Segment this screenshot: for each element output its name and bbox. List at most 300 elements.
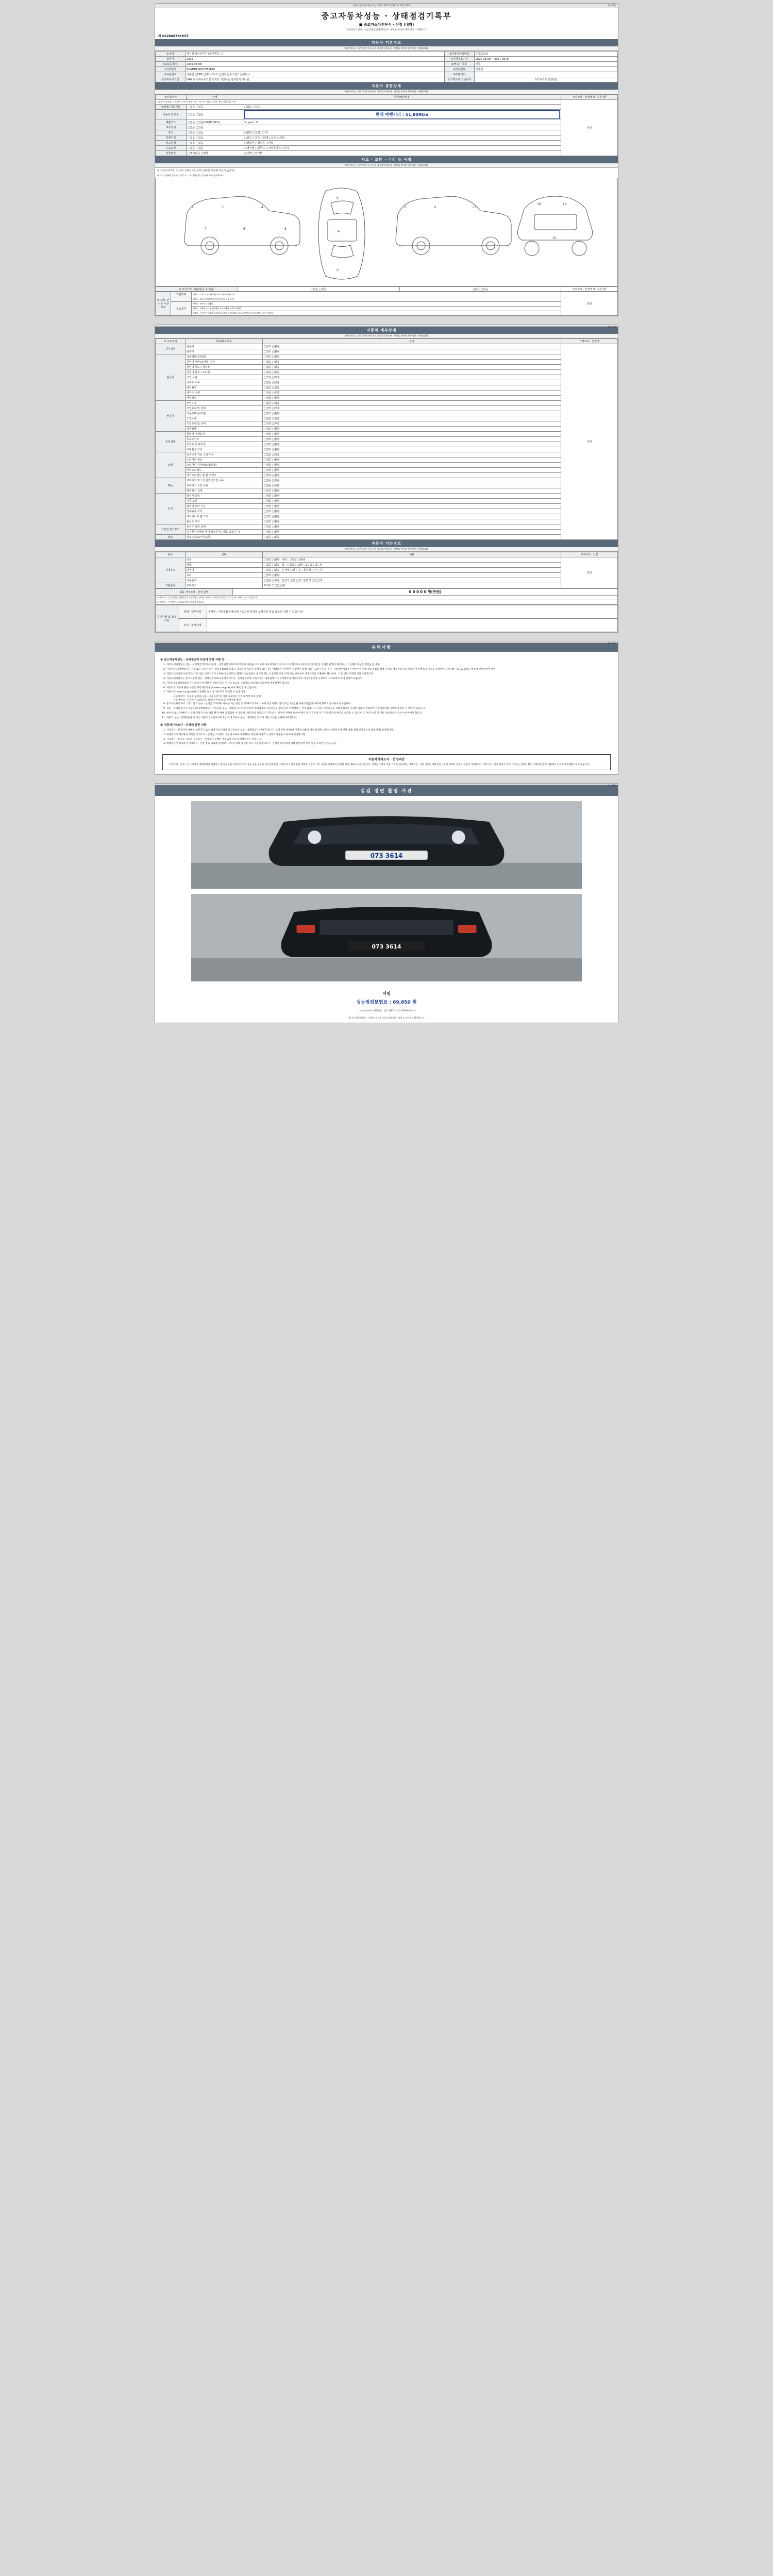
notice-body bbox=[155, 652, 618, 750]
row-state: □없음 □있음 bbox=[187, 130, 243, 135]
item-label: 충전구 절연 상태 bbox=[186, 524, 263, 530]
table-row bbox=[156, 349, 618, 354]
item-label: 스티어링 펌프 bbox=[186, 457, 263, 463]
final-price-note-1: ※ 가격조사 · 산정가격은 상태점검자 자동차성능 상태를 조사하고 가격을 산정한 것으로 실제 시세와 다를 수 있습니다 bbox=[156, 596, 618, 600]
svg-text:14: 14 bbox=[563, 202, 567, 206]
item-label: 실내송풍 모터 bbox=[186, 509, 263, 514]
accident-col-price: 가격조사 · 산정액 및 특기사항 bbox=[561, 287, 618, 292]
guarantee-text: 「가격조사 · 산정」은 소비자가 매매계약을 체결하기 전에 등록된 자동차의 주요 성능 등을 자동차 성능상태점검 규정에 의거 실제 품질 정확한 자동차 가격 기준을 적용하여 산정한 결과 내용으로 판단됩니다. 산정은 소비자 지원 가격을 제공하며, 가격조사 · 산정 기준의 객관적인 기준에 의하여 산정된 자동차 가격입니다. 가격조사 · 산정 결과가 실제 거래되는 판매가 확인 구체적인 참고 내용에서 신뢰하여 판매함으로 활용됩니다. bbox=[167, 764, 590, 767]
table-row bbox=[156, 504, 618, 509]
svg-text:4: 4 bbox=[261, 206, 263, 209]
other-value: □없음 □있음 운전석 □전 □후 / 동반석 □전 □후 bbox=[263, 568, 561, 573]
title-block bbox=[155, 8, 618, 32]
item-label: 작동상태(공회전) bbox=[186, 411, 263, 416]
table-row bbox=[156, 509, 618, 514]
col-price-2: 가격조사 · 산정액 bbox=[561, 339, 618, 344]
svg-text:13: 13 bbox=[473, 206, 477, 209]
col-other-state: 상태 bbox=[186, 552, 263, 557]
list-item: 8. 중고자동차의 구조 · 장치 합의 성능 · 상태를 고지하지 아니한 자는 같은 법 제58조의 2에 의하여 2년 이하의 징역 또는 2천만원 이하의 벌금에 처하게 되므로 유의하시기 바랍니다. bbox=[166, 703, 613, 706]
row-state: □없음 □있음(CO/HC/NOx) bbox=[187, 120, 243, 125]
item-label: 오일누유 bbox=[186, 416, 263, 421]
table-row bbox=[156, 530, 618, 535]
item-status: □양호 □불량 bbox=[263, 509, 561, 514]
inner-rank-b: B랭크 : ⑦휠하우스 ⑧필러패널 ⑨대쉬패널 ⑩플로어패널 bbox=[192, 307, 561, 311]
table-row bbox=[156, 447, 618, 452]
accident-fee: 만원 bbox=[561, 292, 618, 316]
row-detail: □에어백 □선루프 □내비게이션 □기타 bbox=[243, 146, 561, 151]
table-row bbox=[156, 146, 618, 151]
inner-rank-c: C랭크 : ⑪인사이드패널 ⑫트렁크플로어 ⑬리어패널 ⑭크로스멤버 ⑮사이드멤버 ⑯프론트패널 bbox=[192, 311, 561, 316]
item-label: 등속조인트 bbox=[186, 437, 263, 442]
field-value: 가솔린 □LPG □하이브리드 □전기 □수소전기 □기타() bbox=[186, 72, 445, 77]
final-price-table bbox=[155, 588, 618, 605]
guarantee-title: 자동차가격조사 · 산정의안 bbox=[368, 758, 405, 762]
section-overall-header: 자동차 종합상태 bbox=[155, 82, 618, 90]
row-label: 특별이력 bbox=[156, 135, 187, 141]
table-row bbox=[156, 478, 618, 483]
item-status: □양호 □불량 bbox=[263, 442, 561, 447]
table-row bbox=[156, 488, 618, 494]
page-1 bbox=[155, 3, 618, 316]
list-item: 4. 매매업자가 제공하기 가격조사 · 산정 결과 내용과 관련하여 소비자 피해 발생한 경우 자동차가격조사 · 산정자 등에 대한 피해 관련하여 보상 등을 조치할 수 있습니다. bbox=[166, 742, 613, 746]
photo-rear-svg bbox=[191, 894, 582, 981]
notice-section-3-title: ※ 자동차가격조사 · 산정에 관한 사항 bbox=[160, 723, 207, 727]
list-item: 3. 자동차인도일에 보증기간이 30 일로 보증거리가 2,000 킬로미터로 행하여 성능점검이 한다가 되는 보증기간 보증 약정 또는 매수인이 대형자료를 이용하여 확인하여, 그 중 먼저 도래한 것을 적용합니다. bbox=[166, 673, 613, 676]
inner-rank-a: A랭크 : ⑥사이드실패널 bbox=[192, 302, 561, 307]
col-usage: ④사용여부 bbox=[156, 95, 187, 100]
table-row bbox=[156, 432, 618, 437]
others-group-label: 사내용소 bbox=[156, 557, 186, 583]
special-notes-table bbox=[155, 605, 618, 632]
basic-info-table bbox=[155, 51, 618, 82]
item-status: □적정 □부족 bbox=[263, 375, 561, 380]
item-status: □적정 □부족 bbox=[263, 406, 561, 411]
item-label: 동력조향 작동 오일 누유 bbox=[186, 452, 263, 457]
table-row bbox=[156, 452, 618, 457]
group-label: 전기 bbox=[156, 494, 186, 524]
row-state: □없음 □있음 bbox=[187, 146, 243, 151]
table-row bbox=[156, 67, 618, 72]
final-price-note-2: ※ 가격조사 · 산정액은 참고자료이며 보증하지 않습니다 bbox=[156, 600, 618, 605]
overall-fee: 만원 bbox=[561, 100, 618, 156]
item-label: 고전원전기배선 상태(접속단자, 피복, 보호기구) bbox=[186, 530, 263, 535]
table-row bbox=[156, 619, 618, 632]
row-label: 리콜대상 bbox=[156, 151, 187, 156]
item-status: □양호 □불량 bbox=[263, 447, 561, 452]
row-detail: □없음 □있음 bbox=[243, 105, 561, 110]
field-label: ⑧사용연료 bbox=[444, 67, 474, 72]
table-row bbox=[156, 578, 618, 583]
table-row bbox=[156, 605, 618, 619]
table-row bbox=[156, 380, 618, 385]
notice-list-3 bbox=[166, 729, 613, 747]
item-status: □양호 □불량 bbox=[263, 494, 561, 499]
notice-list-2 bbox=[166, 703, 613, 720]
field-value: 2019 bbox=[186, 57, 445, 62]
svg-text:16: 16 bbox=[537, 202, 541, 206]
field-label: ⑫가격조사 기준가격 bbox=[444, 77, 474, 82]
group-label: 조향 bbox=[156, 452, 186, 478]
col-price: 가격조사 · 산정액 및 특기사항 bbox=[561, 95, 618, 100]
license-plate-rear: 073 3614 bbox=[372, 943, 401, 950]
row-state: □없음 □있음 bbox=[187, 105, 243, 110]
item-status: □양호 □불량 bbox=[263, 514, 561, 519]
special-text-2 bbox=[207, 619, 618, 632]
section-detail-note: (자동차성능 기준지역은 록사선의 자동차가격조사 · 산정을 받아야 경우에만 기재합니다) bbox=[155, 334, 618, 338]
item-label: 냉각수 수량 bbox=[186, 391, 263, 396]
accident-opt-2: □없음 □있음 bbox=[399, 287, 561, 292]
row-detail: □이행 □미이행 bbox=[243, 151, 561, 156]
section-overall-note: (자동차성능 기준지역은 록사선의 자동차가격조사 · 산정을 받아야 경우에만 기재합니다) bbox=[155, 90, 618, 94]
final-price-label: 최종 가격조사 · 산정 금액 bbox=[156, 589, 233, 596]
table-row bbox=[156, 535, 618, 540]
notice-section-1-title: ※ 중고자동차성능 · 상태점검자 보증에 관한 사항 등 bbox=[160, 658, 225, 662]
item-status: □적정 □부족 bbox=[263, 421, 561, 427]
item-label: 브레이크 오일 누유 bbox=[186, 483, 263, 488]
table-row bbox=[156, 483, 618, 488]
table-row bbox=[156, 421, 618, 427]
field-label: ④검사유효기간 bbox=[444, 57, 474, 62]
table-row bbox=[156, 416, 618, 421]
special-sub-label-2: 검사 · 조사상태 bbox=[178, 619, 207, 632]
overall-table bbox=[155, 94, 618, 156]
item-status: □없음 □있음 bbox=[263, 370, 561, 375]
list-item: 2. 자동차인도(매매업자가 거짓 또는 오류가 있는 성능점검결과 내용을 제공하여 이용자 피해가 있는 경우 배상하지 아니하여 취업에서 실행 내용 · 교환가 다를 경우, 자동차매매업자는 매수인이 차량 성능점검을 실행 가격을 재조정할 것을 협의하며 판결하고 가격을 조정하여 그에 대한 것으로 입력을 때문에 판단하여야 하며 bbox=[166, 668, 613, 672]
item-label: 윈도우 모터 bbox=[186, 519, 263, 524]
list-item: 5. 자동차성능상태점검자가 자동차가 하자발생 사항이 되지 아니라 중고차 사업자의 소비자와 합의하여 결정하여야 합니다. bbox=[166, 682, 613, 686]
section-accident-header: 사고 · 교환 · 수리 등 이력 bbox=[155, 156, 618, 163]
field-value: KNAMB1NMC0955610 bbox=[186, 67, 445, 72]
item-status: □양호 □불량 bbox=[263, 524, 561, 530]
signature-label: 서명 bbox=[382, 991, 391, 996]
item-label: 타이로드엔드 및 볼 조인트 bbox=[186, 473, 263, 478]
special-label: 특기사항 및 참고사항 bbox=[156, 605, 178, 632]
row-detail: %, ppm, % bbox=[243, 120, 561, 125]
item-label: 시동 모터 bbox=[186, 499, 263, 504]
page-title-note: (자동차인도일시 · 성능상태점검자(자동차 · 선정을 받아야 경우)에만 기재합니다) bbox=[345, 29, 428, 31]
row-detail: □렌트카 □영업용 □관용 bbox=[243, 141, 561, 146]
table-row bbox=[156, 302, 618, 307]
col-other-price: 가격조사 · 산정 bbox=[561, 552, 618, 557]
field-label: ⑦차대번호 bbox=[156, 67, 186, 72]
item-status: □없음 □있음 bbox=[263, 535, 561, 540]
photo-front-svg bbox=[191, 801, 582, 889]
detail-table bbox=[155, 338, 618, 540]
table-row bbox=[156, 401, 618, 406]
row-label: 주요장치 bbox=[156, 125, 187, 130]
item-label: 오일유량 및 상태 bbox=[186, 421, 263, 427]
list-item: 6. 자동차의 소유에 관한 사항은 자동차등록원부(www.car.go.kr)에서 확인할 수 있습니다. bbox=[166, 687, 613, 690]
table-row bbox=[156, 52, 618, 57]
table-row bbox=[156, 391, 618, 396]
inspection-fee: 성능점검보험료 : 69,850 원 bbox=[356, 999, 417, 1005]
table-row bbox=[156, 396, 618, 401]
table-row bbox=[156, 365, 618, 370]
table-row bbox=[156, 442, 618, 447]
item-status: □없음 □있음 bbox=[263, 483, 561, 488]
table-row bbox=[156, 427, 618, 432]
svg-text:⑩: ⑩ bbox=[337, 230, 340, 233]
field-label: ①차명 bbox=[156, 52, 186, 57]
row-label: 용도변경 bbox=[156, 141, 187, 146]
item-status: □양호 □불량 bbox=[263, 427, 561, 432]
table-row bbox=[156, 573, 618, 578]
item-status: □양호 □불량 bbox=[263, 344, 561, 349]
item-label: 원동기 bbox=[186, 344, 263, 349]
others-table bbox=[155, 552, 618, 588]
outer-rank-1: 1랭크 : ①후드, ②프론트펜더 ③도어 ④트렁크리드 bbox=[192, 292, 561, 297]
other-label: 유리 bbox=[186, 573, 263, 578]
table-row bbox=[156, 141, 618, 146]
col-main-device: ⑤ 주요장치 bbox=[156, 339, 186, 344]
table-row bbox=[156, 457, 618, 463]
item-label: 실린더 블록 / 오일팬 bbox=[186, 370, 263, 375]
mileage-value bbox=[243, 110, 561, 120]
table-header-row bbox=[156, 95, 618, 100]
document-number: 제 02266673683호 bbox=[158, 35, 189, 38]
row-detail bbox=[243, 125, 561, 130]
list-item: 9. 성능 · 상태점검자가 자동차인도(매매업자가 거짓으로 성능 · 상태를 고지하여 자동차 매매업자의 자동차성능 검사 등이 비실성하는 것이 없습니다. 다만, 자동차성능 상태점검자가 기재한 내용과 관련하여 자동차관리법 시행령에 의한 그 책임이 있습니다. bbox=[166, 707, 613, 711]
item-label: 커먼레일 bbox=[186, 396, 263, 401]
row-state: □해당없음 □해당 bbox=[187, 151, 243, 156]
table-row bbox=[156, 375, 618, 380]
accident-parts-table bbox=[155, 292, 618, 316]
table-row bbox=[156, 494, 618, 499]
table-row bbox=[156, 596, 618, 600]
other-value: □없음 □있음 운전석 □전 □후 / 동반석 □전 □후 bbox=[263, 578, 561, 583]
svg-text:15: 15 bbox=[552, 236, 557, 240]
accident-legend-sub: ※ 각각 상태에 응표시 기준으로, 기타 항목가능 상세부위에 점수에 표시 bbox=[157, 174, 225, 177]
guarantee-box bbox=[162, 754, 611, 770]
outer-rank-2: 2랭크 : ⑤라디에이터서포트(볼트체결 부품 포함) bbox=[192, 297, 561, 302]
field-label: ⑨사용연료 bbox=[156, 72, 186, 77]
table-row bbox=[156, 499, 618, 504]
accident-legend-title: ※ (상태표시부호) : ×(교환) ○(판금 또는 용접) △(판금) ▽(용접) ✕(부식) ▲(흠집) bbox=[157, 169, 235, 172]
svg-text:8: 8 bbox=[284, 227, 287, 231]
item-status: □양호 □불량 bbox=[263, 473, 561, 478]
final-price-value: 0 0 0 0 0 원(만원) bbox=[233, 589, 618, 596]
table-row bbox=[156, 57, 618, 62]
license-plate-front: 073 3614 bbox=[370, 852, 403, 859]
row-state: □있음 □없음 bbox=[187, 110, 243, 120]
field-value: 가솔린 bbox=[474, 67, 617, 72]
field-value: 카니발 하이리무진 (세부명칭 : ) bbox=[186, 52, 445, 57]
row-state: □없음 □있음 bbox=[187, 125, 243, 130]
item-status: □없음 □있음 bbox=[263, 380, 561, 385]
table-row bbox=[156, 311, 618, 316]
other-label: 광택 bbox=[186, 563, 263, 568]
item-status: □양호 □불량 bbox=[263, 504, 561, 509]
row-detail: □전손 □침수 □화재 □도난 □기타 bbox=[243, 135, 561, 141]
section-detail-header: 자동차 세부상태 bbox=[155, 327, 618, 334]
list-item: 11. 자동차 성능 · 상태점검을 한 자는 자동차인도일로부터 1년 이내 자동차 성능 · 상태점검 결과에 대한 사항을 보관하여야 합니다. bbox=[166, 717, 613, 720]
parts-head: ※ 교환, 판금 등 이상 부위 bbox=[156, 292, 171, 316]
col-other-content: 내용 bbox=[263, 552, 561, 557]
item-status: □양호 □불량 bbox=[263, 432, 561, 437]
item-status: □양호 □불량 bbox=[263, 519, 561, 524]
table-row bbox=[156, 72, 618, 77]
item-label: 라디에이터 팬 모터 bbox=[186, 514, 263, 519]
row-detail: □불법 □적법 □기타 bbox=[243, 130, 561, 135]
item-label: 타이로드엔드 bbox=[186, 468, 263, 473]
item-status: □양호 □불량 bbox=[263, 457, 561, 463]
item-status: □양호 □불량 bbox=[263, 437, 561, 442]
item-label: 오일누유 bbox=[186, 401, 263, 406]
svg-text:⑫: ⑫ bbox=[336, 268, 340, 272]
accident-opt-1: □없음 □있음 bbox=[238, 287, 400, 292]
table-row bbox=[156, 292, 618, 297]
table-row bbox=[156, 563, 618, 568]
field-value bbox=[474, 72, 617, 77]
table-row bbox=[156, 110, 618, 120]
table-row bbox=[156, 287, 618, 292]
field-label: ⑩주행거리 bbox=[444, 72, 474, 77]
field-label: ⑥변속기 종류 bbox=[444, 62, 474, 67]
special-sub-label: 광택 · 내부점검 bbox=[178, 605, 207, 619]
group-label: 연료 bbox=[156, 535, 186, 540]
field-value: 2019-08-08 bbox=[186, 62, 445, 67]
other-value: □양호 □불량 내장 □양호 □불량 bbox=[263, 557, 561, 563]
table-row bbox=[156, 135, 618, 141]
row-label: 튜닝 bbox=[156, 130, 187, 135]
table-row bbox=[156, 360, 618, 365]
table-row bbox=[156, 600, 618, 605]
item-label: 발전기 출력 bbox=[186, 494, 263, 499]
item-status: □양호 □불량 bbox=[263, 530, 561, 535]
page-number-3: (3/4쪽) bbox=[608, 642, 616, 645]
overall-head-note: □없음: 주유불량, 가격조사 · 산정 후 확인사항 (기준가격 기재), □있음: 상태 점검 결과 기재 bbox=[156, 100, 561, 105]
table-row bbox=[156, 62, 618, 67]
row-label: 자동차의 요청 bbox=[156, 110, 187, 120]
item-label: 작동상태 bbox=[186, 427, 263, 432]
item-label: 스티어링 기어(MDPS포함) bbox=[186, 463, 263, 468]
item-status: □없음 □있음 bbox=[263, 416, 561, 421]
col-other-item: 항목 bbox=[156, 552, 186, 557]
section-basic-note: (자동차성능 기준지역은 록사선의 자동차가격조사 · 산정을 받아야 경우에만 기재합니다) bbox=[155, 46, 618, 51]
table-row bbox=[156, 354, 618, 360]
section-others-note: (자동차성능 기준지역은 록사선의 자동차가격조사 · 산정을 받아야 경우에만 기재합니다) bbox=[155, 547, 618, 552]
item-label: 워터펌프 bbox=[186, 385, 263, 391]
table-header-row bbox=[156, 339, 618, 344]
item-label: 디퍼렌셜 기어 bbox=[186, 447, 263, 452]
item-status: □양호 □불량 bbox=[263, 354, 561, 360]
inner-title: 주요골격 bbox=[171, 302, 192, 316]
list-item: 1. 가격조사 · 산정자가 매매한 설명기간 또는 설명거리 이내에 중고자동차 성능 · 상태점검기록부(가격조사 · 산정 부분 한정)에 기재된 내용에 따라 발생한 손해와 관련하여 확인된 내용(상태 보증정도의 내용까지) 보상합니다. bbox=[166, 729, 613, 733]
svg-text:3: 3 bbox=[222, 206, 224, 209]
field-label: ②자동차등록번호 bbox=[444, 52, 474, 57]
item-label: 연료누출(LP가스포함) bbox=[186, 535, 263, 540]
field-value: 2025-08-08 ~ 2027-08-07 bbox=[474, 57, 617, 62]
table-row bbox=[156, 77, 618, 82]
item-label: 작동상태(공회전) bbox=[186, 354, 263, 360]
group-label: 자기진단 bbox=[156, 344, 186, 354]
list-item: 2. 매매업자가 제시하기 기록된 가격조사 · 산정은 소비자의 요청에 의하여 수행되며, 자동차 가격조사 산정의 내용을 보장하지 아니합니다. bbox=[166, 734, 613, 737]
col-detail: 항목/해당내용 bbox=[243, 95, 561, 100]
svg-text:9: 9 bbox=[434, 206, 436, 209]
outer-title: 외판부위 bbox=[171, 292, 192, 297]
svg-text:1: 1 bbox=[192, 206, 194, 209]
table-row bbox=[156, 125, 618, 130]
col-state: 상태 bbox=[187, 95, 243, 100]
detail-fee: 만원 bbox=[561, 344, 618, 540]
accident-summary-table bbox=[155, 286, 618, 292]
table-row bbox=[156, 468, 618, 473]
page-number-2: (2/4쪽) bbox=[608, 326, 616, 329]
special-text: 월패널 / 자동평활상태(전검 / 중고차 특성상 보행적인 원급 요소로 인할 수 있습니다) bbox=[207, 605, 618, 619]
photo-front bbox=[191, 801, 582, 889]
other-label: 타이어 bbox=[186, 568, 263, 573]
page-2 bbox=[155, 325, 618, 633]
accident-row-label: ※ 사고이력 (외판/판금 수 있음) bbox=[156, 287, 238, 292]
table-row bbox=[156, 385, 618, 391]
page-3 bbox=[155, 641, 618, 775]
svg-text:2: 2 bbox=[404, 206, 406, 209]
car-diagram bbox=[155, 178, 618, 286]
table-row bbox=[156, 589, 618, 596]
field-value: 자동 bbox=[474, 62, 617, 67]
other-value: 브레이크 □앞 □뒤 bbox=[263, 583, 561, 588]
list-item: 3. 가격조사 · 산정은 자동차 가격조사 · 산정자가 수행한 결과로서 자동차 매매가격은 아닙니다. bbox=[166, 738, 613, 742]
row-state: □없음 □있음 bbox=[187, 141, 243, 146]
item-label: 추진축 및 베어링 bbox=[186, 442, 263, 447]
table-row bbox=[156, 297, 618, 302]
item-label: 실린더 커버(로커암) 누유 bbox=[186, 360, 263, 365]
item-status: □없음 □있음 bbox=[263, 401, 561, 406]
table-row bbox=[156, 524, 618, 530]
other-label: 브레이크 bbox=[186, 583, 263, 588]
other-label: 외장 bbox=[186, 557, 263, 563]
item-status: □없음 □있음 bbox=[263, 385, 561, 391]
col-item: 항목/해당내용 bbox=[186, 339, 263, 344]
notice-title: 유의사항 bbox=[155, 643, 618, 652]
row-label: 배출가스 bbox=[156, 120, 187, 125]
svg-text:7: 7 bbox=[205, 227, 207, 231]
col-status: 상태 bbox=[263, 339, 561, 344]
field-label: ⑤최초등록일 bbox=[156, 62, 186, 67]
others-fee: 만원 bbox=[561, 557, 618, 588]
group-label: 제동 bbox=[156, 478, 186, 494]
item-status: □양호 □불량 bbox=[263, 349, 561, 354]
row-state: □없음 □있음 bbox=[187, 135, 243, 141]
table-row bbox=[156, 583, 618, 588]
other-value: □양호 □불량 bbox=[263, 573, 561, 578]
table-row bbox=[156, 463, 618, 468]
item-label: 실린더 헤드 / 개스킷 bbox=[186, 365, 263, 370]
table-row bbox=[156, 411, 618, 416]
table-row bbox=[156, 307, 618, 311]
page-subtitle: ■ 중고자동차진단서 · 선정 (내역) bbox=[359, 23, 414, 27]
outer-title-2 bbox=[171, 297, 192, 302]
table-row bbox=[156, 120, 618, 125]
section-basic-header: 자동차 기본정보 bbox=[155, 39, 618, 46]
page-topbar bbox=[155, 4, 618, 8]
group-label: 동력전달 bbox=[156, 432, 186, 452]
group-label: 변속기 bbox=[156, 401, 186, 432]
item-status: □양호 □불량 bbox=[263, 499, 561, 504]
table-row bbox=[156, 105, 618, 110]
photo-rear bbox=[191, 894, 582, 981]
item-label: 와이퍼 모터 기능 bbox=[186, 504, 263, 509]
row-label: 주요옵션 bbox=[156, 146, 187, 151]
field-value: 0 0 0 0 0 원(만원) bbox=[474, 77, 617, 82]
other-label: 기본품목 bbox=[186, 578, 263, 583]
item-status: □양호 □불량 bbox=[263, 411, 561, 416]
table-row bbox=[156, 151, 618, 156]
item-status: □양호 □불량 bbox=[263, 396, 561, 401]
footer-note-1: 「자동차관리법 시행규칙」 별지 제82호서식 제139조에 따라 bbox=[357, 1009, 416, 1012]
table-row bbox=[156, 519, 618, 524]
list-item: 10. 매수인(또는 판매)은 시군과 지정가 주요 결과 확인 매매 및 환급한 수 있으며, 제작자의 자동차가 가격조사 · 산정된 차량에 대하여 확인 및 가격산정 후 가격조사산정 한도를 초과할 수 있으며, 그 후의 수리 및 기타 정비사업자 등이 수리하여야 합니다. bbox=[166, 712, 613, 716]
